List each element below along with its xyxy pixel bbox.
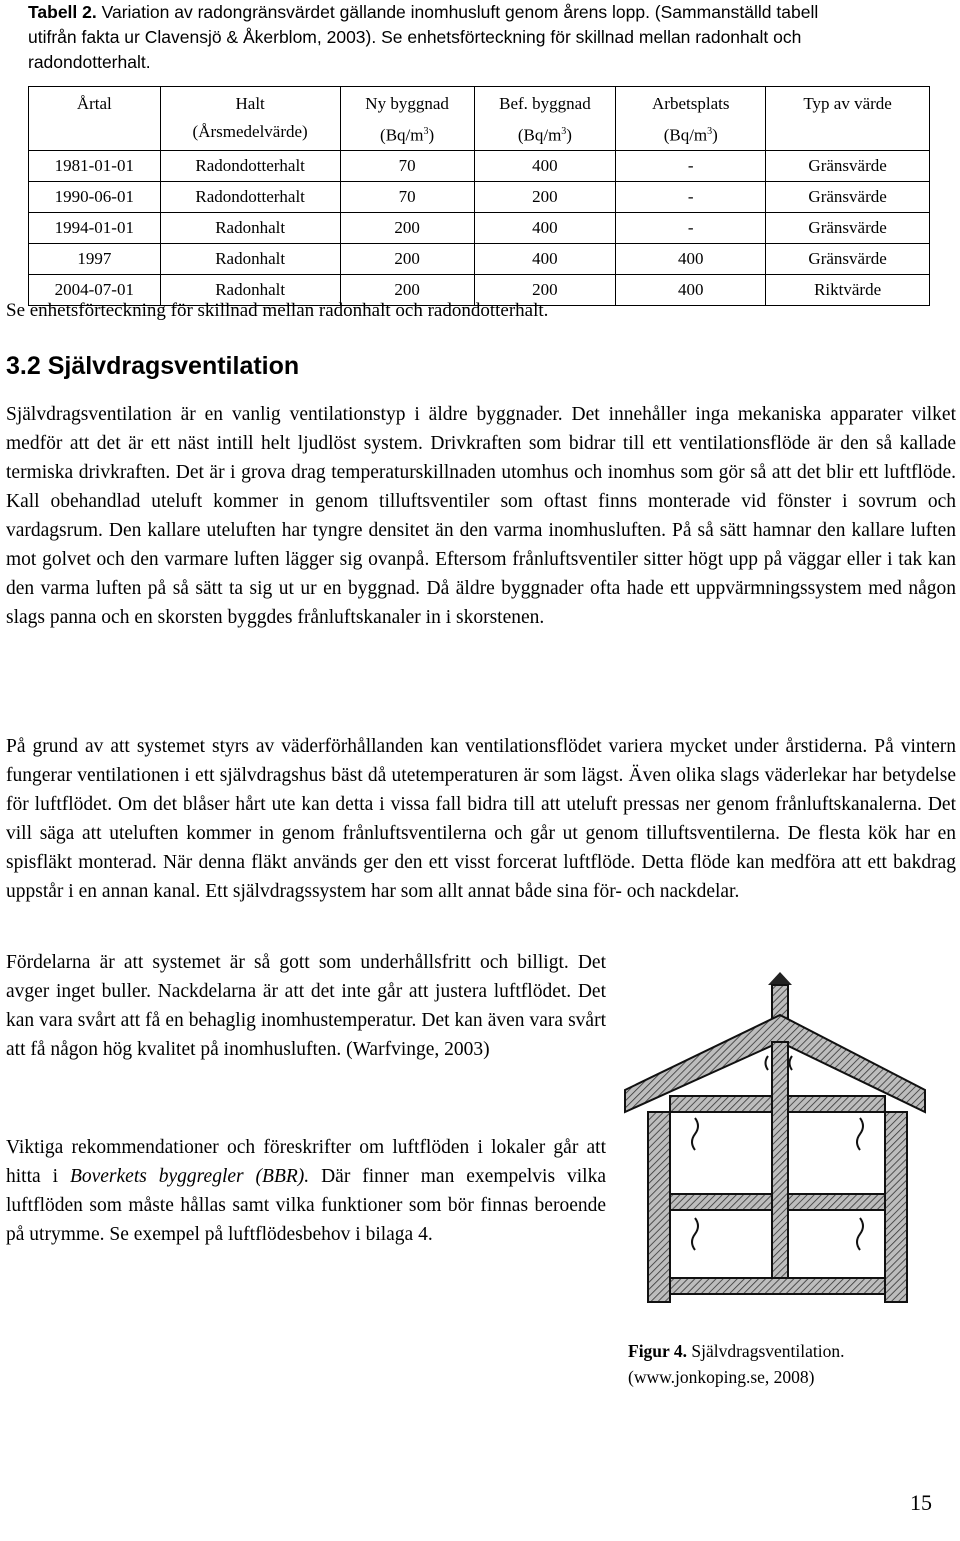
table-cell: - [616,181,766,212]
table-cell: 200 [340,274,474,305]
page-number: 15 [910,1490,932,1515]
table-cell: 200 [340,212,474,243]
table-caption-label: Tabell 2. [28,2,97,22]
table-cell: 400 [616,243,766,274]
table-cell: 200 [340,243,474,274]
house-ventilation-figure [620,950,930,1330]
table-cell: Gränsvärde [766,243,930,274]
table-caption-text: Variation av radongränsvärdet gällande inomhusluft genom årens lopp. (Sammanställd tabell utifrån fakta ur Clavensjö & Åkerblom, 2003). Se enhetsförteckning för skillnad mellan radonhalt och radondotterhalt. [28,2,819,72]
table-cell: Radonhalt [160,243,340,274]
body-paragraph: Fördelarna är att systemet är så gott som underhållsfritt och billigt. Det avger inget buller. Nackdelarna är att det inte går att justera luftflödet. Det kan vara svårt att få en behaglig inomhustemperatur. Det kan även vara svårt att få någon hög kvalitet på inomhusluften. (Warfvinge, 2003) [6,952,606,1060]
table-cell: - [616,150,766,181]
table-header-cell: Ny byggnad $(Bq/m^3)$ [340,87,474,151]
body-paragraph: Viktiga rekommendationer och föreskrifter om luftflöden i lokaler går att hitta i Boverkets byggregler (BBR). Där finner man exempelvis vilka luftflöden som måste hållas samt vilka funktioner som bör finnas beroende på utrymme. Se exempel på luftflödesbehov i bilaga 4. [6,1137,606,1245]
table-caption [28,0,828,75]
figure-source: (www.jonkoping.se, 2008) [628,1367,815,1387]
table-cell: Radonhalt [160,212,340,243]
table-cell: 400 [474,150,616,181]
table-cell: 400 [616,274,766,305]
table-header-cell: Årtal [29,87,161,151]
figure-label: Figur 4. [628,1341,687,1361]
house-outline-icon [625,1015,925,1302]
figure-caption [628,1338,844,1390]
table-header-row [29,87,930,151]
table-row [29,212,930,243]
table-cell: 1997 [29,243,161,274]
body-paragraph: På grund av att systemet styrs av väderförhållanden kan ventilationsflödet variera mycket under årstiderna. På vintern fungerar ventilationen i ett självdragshus bäst då utetemperaturen är som lägst. Även olika slags väderlekar har betydelse för luftflödet. Om det blåser hårt ute kan detta i vissa fall bidra till att uteluft pressas ner genom frånluftskanalerna. Det vill säga att uteluften kommer in genom frånluftsventilerna och går ut genom tilluftsventilerna. De flesta kök har en spisfläkt monterad. När denna fläkt används ger den ett visst forcerat luftflöde. Detta flöde kan medföra att ett bakdrag uppstår i en annan kanal. Ett självdragssystem har som allt annat både sina för- och nackdelar. [6,736,956,902]
table-cell: 400 [474,212,616,243]
body-paragraph: Självdragsventilation är en vanlig ventilationstyp i äldre byggnader. Det innehåller inga mekaniska apparater vilket medför att det är ett näst intill helt ljudlöst system. Drivkraften som bidrar till ett ventilationsflöde är den så kallade termiska drivkraften. Det är i grova drag temperaturskillnaden utomhus och inomhus som gör så att det blir ett luftflöde. Kall obehandlad uteluft kommer in genom tilluftsventiler som oftast finns monterade vid fönster i sovrum och vardagsrum. Den kallare uteluften har tyngre densitet än den varma inomhusluften. På så sätt hamnar den kallare luften mot golvet och den varmare luften lägger sig ovanpå. Eftersom frånluftsventiler sitter högt upp på väggar eller i tak kan den varma luften på så sätt ta sig ut ur en byggnad. Då äldre byggnader ofta hade ett uppvärmningssystem med någon slags panna och en skorsten byggdes frånluftskanaler in i skorstenen. [6,404,956,628]
table-cell: Radonhalt [160,274,340,305]
table-cell: 70 [340,181,474,212]
table-header-cell: Typ av värde [766,87,930,151]
table-header-cell: Bef. byggnad $(Bq/m^3)$ [474,87,616,151]
table-cell: Radondotterhalt [160,150,340,181]
table-row [29,150,930,181]
table-cell: 1994-01-01 [29,212,161,243]
table-cell: 1981-01-01 [29,150,161,181]
table-cell: Radondotterhalt [160,181,340,212]
figure-title: Självdragsventilation. [687,1341,845,1361]
table-row [29,243,930,274]
bbr-reference: Boverkets byggregler (BBR). [69,1166,310,1187]
table-header-cell: Halt (Årsmedelvärde) [160,87,340,151]
table-cell: Gränsvärde [766,181,930,212]
table-cell: 400 [474,243,616,274]
table-cell: Gränsvärde [766,212,930,243]
table-cell: 200 [474,274,616,305]
table-row [29,181,930,212]
table-cell: 2004-07-01 [29,274,161,305]
unit-note: Se enhetsförteckning för skillnad mellan radonhalt och radondotterhalt. [6,300,549,321]
section-heading: 3.2 Självdragsventilation [6,352,300,380]
table-cell: 200 [474,181,616,212]
table-cell: 1990-06-01 [29,181,161,212]
table-cell: Gränsvärde [766,150,930,181]
table-cell: Riktvärde [766,274,930,305]
table-cell: - [616,212,766,243]
table-cell: 70 [340,150,474,181]
table-header-cell: Arbetsplats $(Bq/m^3)$ [616,87,766,151]
radon-limit-table [28,86,930,306]
